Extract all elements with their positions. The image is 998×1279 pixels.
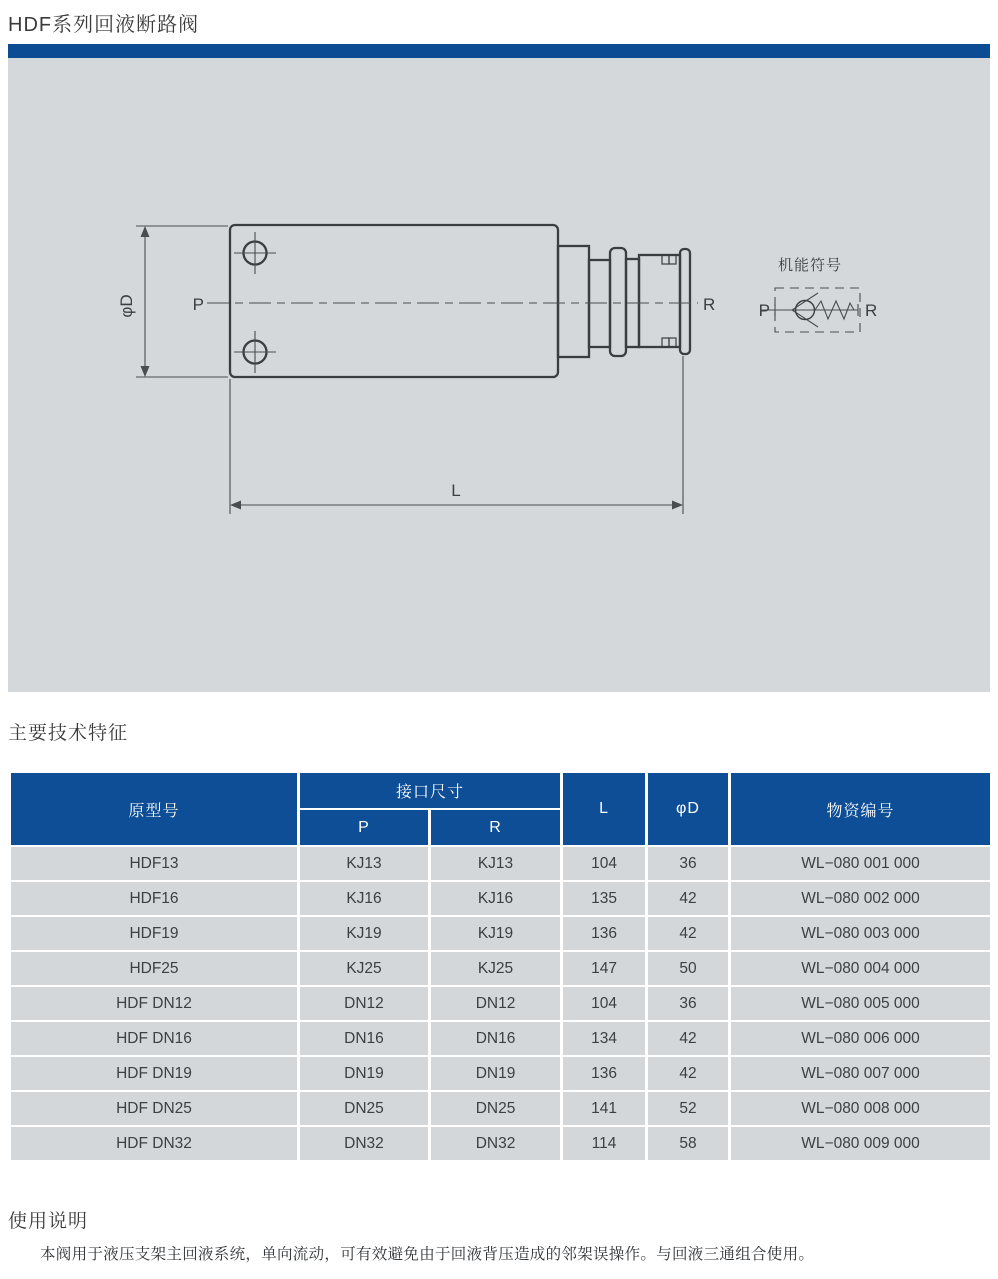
cell-d: 58 bbox=[647, 1126, 730, 1161]
table-row bbox=[10, 881, 992, 916]
header-phi-d: φD bbox=[647, 772, 730, 846]
function-symbol bbox=[759, 257, 878, 332]
cell-p: DN32 bbox=[299, 1126, 430, 1161]
cell-d: 36 bbox=[647, 986, 730, 1021]
cell-d: 42 bbox=[647, 916, 730, 951]
cell-p: DN16 bbox=[299, 1021, 430, 1056]
table-row bbox=[10, 916, 992, 951]
table-row bbox=[10, 1021, 992, 1056]
cell-model: HDF13 bbox=[10, 846, 299, 881]
section-title-usage: 使用说明 bbox=[8, 1211, 89, 1232]
accent-bar bbox=[8, 44, 990, 58]
cell-p: KJ25 bbox=[299, 951, 430, 986]
cell-l: 136 bbox=[562, 916, 647, 951]
cell-l: 141 bbox=[562, 1091, 647, 1126]
port-p-label: P bbox=[192, 295, 204, 314]
cell-model: HDF DN16 bbox=[10, 1021, 299, 1056]
symbol-r-label: R bbox=[865, 301, 878, 320]
cell-material-no: WL−080 008 000 bbox=[730, 1091, 992, 1126]
dimension-l-label: L bbox=[451, 481, 461, 500]
header-r: R bbox=[430, 809, 562, 846]
cell-r: KJ13 bbox=[430, 846, 562, 881]
header-model: 原型号 bbox=[10, 772, 299, 846]
cell-l: 104 bbox=[562, 986, 647, 1021]
function-symbol-title: 机能符号 bbox=[777, 257, 843, 274]
cell-l: 147 bbox=[562, 951, 647, 986]
cell-l: 135 bbox=[562, 881, 647, 916]
spec-table bbox=[8, 771, 993, 1162]
cell-material-no: WL−080 009 000 bbox=[730, 1126, 992, 1161]
cell-model: HDF DN32 bbox=[10, 1126, 299, 1161]
cell-l: 104 bbox=[562, 846, 647, 881]
cell-material-no: WL−080 001 000 bbox=[730, 846, 992, 881]
cell-p: DN12 bbox=[299, 986, 430, 1021]
valve-body-outline bbox=[230, 225, 690, 377]
cell-material-no: WL−080 005 000 bbox=[730, 986, 992, 1021]
header-p: P bbox=[299, 809, 430, 846]
cell-model: HDF DN25 bbox=[10, 1091, 299, 1126]
cell-d: 36 bbox=[647, 846, 730, 881]
cell-material-no: WL−080 002 000 bbox=[730, 881, 992, 916]
cell-p: KJ16 bbox=[299, 881, 430, 916]
cell-d: 42 bbox=[647, 881, 730, 916]
cell-d: 42 bbox=[647, 1021, 730, 1056]
cell-material-no: WL−080 003 000 bbox=[730, 916, 992, 951]
table-row bbox=[10, 1126, 992, 1161]
header-l: L bbox=[562, 772, 647, 846]
dimension-phi-d-label: φD bbox=[117, 294, 136, 318]
cell-d: 52 bbox=[647, 1091, 730, 1126]
cell-p: KJ19 bbox=[299, 916, 430, 951]
cell-p: DN19 bbox=[299, 1056, 430, 1091]
cell-p: DN25 bbox=[299, 1091, 430, 1126]
cell-r: DN12 bbox=[430, 986, 562, 1021]
table-row bbox=[10, 1056, 992, 1091]
cell-r: DN19 bbox=[430, 1056, 562, 1091]
table-row bbox=[10, 1091, 992, 1126]
header-interface-size: 接口尺寸 bbox=[299, 772, 562, 809]
usage-description: 本阀用于液压支架主回液系统，单向流动，可有效避免由于回液背压造成的邻架误操作。与回液三通组合使用。 bbox=[40, 1246, 815, 1263]
table-row bbox=[10, 846, 992, 881]
cell-model: HDF DN19 bbox=[10, 1056, 299, 1091]
valve-dimension-drawing bbox=[8, 58, 990, 692]
table-row bbox=[10, 986, 992, 1021]
dimension-phi-d bbox=[136, 226, 228, 377]
cell-d: 50 bbox=[647, 951, 730, 986]
cell-model: HDF19 bbox=[10, 916, 299, 951]
cell-r: KJ16 bbox=[430, 881, 562, 916]
drawing-panel bbox=[8, 58, 990, 692]
cell-model: HDF25 bbox=[10, 951, 299, 986]
cell-model: HDF DN12 bbox=[10, 986, 299, 1021]
port-r-label: R bbox=[703, 295, 716, 314]
cell-r: KJ25 bbox=[430, 951, 562, 986]
cell-material-no: WL−080 006 000 bbox=[730, 1021, 992, 1056]
cell-r: DN25 bbox=[430, 1091, 562, 1126]
cell-l: 136 bbox=[562, 1056, 647, 1091]
header-material-no: 物资编号 bbox=[730, 772, 992, 846]
cell-l: 134 bbox=[562, 1021, 647, 1056]
cell-r: DN16 bbox=[430, 1021, 562, 1056]
cell-r: DN32 bbox=[430, 1126, 562, 1161]
section-title-tech-specs: 主要技术特征 bbox=[8, 723, 129, 744]
cell-model: HDF16 bbox=[10, 881, 299, 916]
cell-material-no: WL−080 004 000 bbox=[730, 951, 992, 986]
cell-r: KJ19 bbox=[430, 916, 562, 951]
cell-p: KJ13 bbox=[299, 846, 430, 881]
table-row bbox=[10, 951, 992, 986]
page-title: HDF系列回液断路阀 bbox=[8, 14, 200, 36]
cell-l: 114 bbox=[562, 1126, 647, 1161]
cell-d: 42 bbox=[647, 1056, 730, 1091]
symbol-p-label: P bbox=[758, 301, 770, 320]
cell-material-no: WL−080 007 000 bbox=[730, 1056, 992, 1091]
